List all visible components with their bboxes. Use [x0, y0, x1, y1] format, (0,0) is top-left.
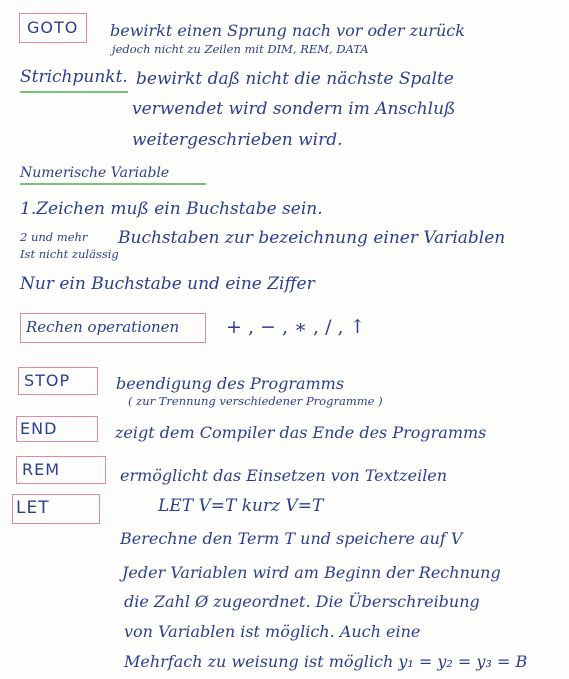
variable-rule-2-suffix: Ist nicht zulässig — [20, 247, 119, 261]
rechen-label: Rechen operationen — [26, 318, 180, 336]
goto-description-line-2: jedoch nicht zu Zeilen mit DIM, REM, DATA — [112, 42, 369, 56]
let-syntax: LET V=T kurz V=T — [158, 496, 324, 516]
end-description: zeigt dem Compiler das Ende des Programms — [115, 423, 487, 442]
let-description-line-2: Jeder Variablen wird am Beginn der Rechnung — [122, 563, 501, 582]
let-description-line-4: von Variablen ist möglich. Auch eine — [124, 622, 421, 641]
strichpunkt-line-2: verwendet wird sondern im Anschluß — [132, 99, 456, 119]
stop-description-line-2: ( zur Trennung verschiedener Programme ) — [128, 394, 383, 408]
let-description-line-5: Mehrfach zu weisung ist möglich y₁ = y₂ = y₃ = B — [124, 652, 528, 671]
strichpunkt-heading: Strichpunkt. — [20, 67, 128, 87]
rem-keyword: REM — [22, 460, 61, 479]
goto-description-line-1: bewirkt einen Sprung nach vor oder zurück — [110, 21, 465, 40]
let-description-line-3: die Zahl Ø zugeordnet. Die Überschreibung — [124, 592, 480, 611]
let-keyword: LET — [16, 498, 50, 518]
goto-keyword: GOTO — [27, 18, 79, 37]
strichpunkt-underline — [20, 91, 128, 93]
end-keyword: END — [20, 419, 58, 438]
variable-rule-1: 1.Zeichen muß ein Buchstabe sein. — [20, 199, 323, 219]
let-description-line-1: Berechne den Term T und speichere auf V — [120, 529, 463, 548]
stop-description-line-1: beendigung des Programms — [116, 374, 345, 393]
rem-description: ermöglicht das Einsetzen von Textzeilen — [120, 466, 448, 485]
variable-underline — [20, 183, 206, 185]
strichpunkt-line-1: bewirkt daß nicht die nächste Spalte — [136, 69, 454, 89]
variable-rule-2: Buchstaben zur bezeichnung einer Variablen — [118, 228, 506, 248]
variable-rule-2-prefix: 2 und mehr — [20, 230, 88, 244]
strichpunkt-line-3: weitergeschrieben wird. — [132, 130, 343, 150]
variable-rule-3: Nur ein Buchstabe und eine Ziffer — [20, 274, 315, 294]
variable-heading: Numerische Variable — [20, 165, 170, 181]
rechen-operators: + , − , ∗ , / , ↑ — [226, 316, 366, 338]
stop-keyword: STOP — [24, 371, 71, 390]
